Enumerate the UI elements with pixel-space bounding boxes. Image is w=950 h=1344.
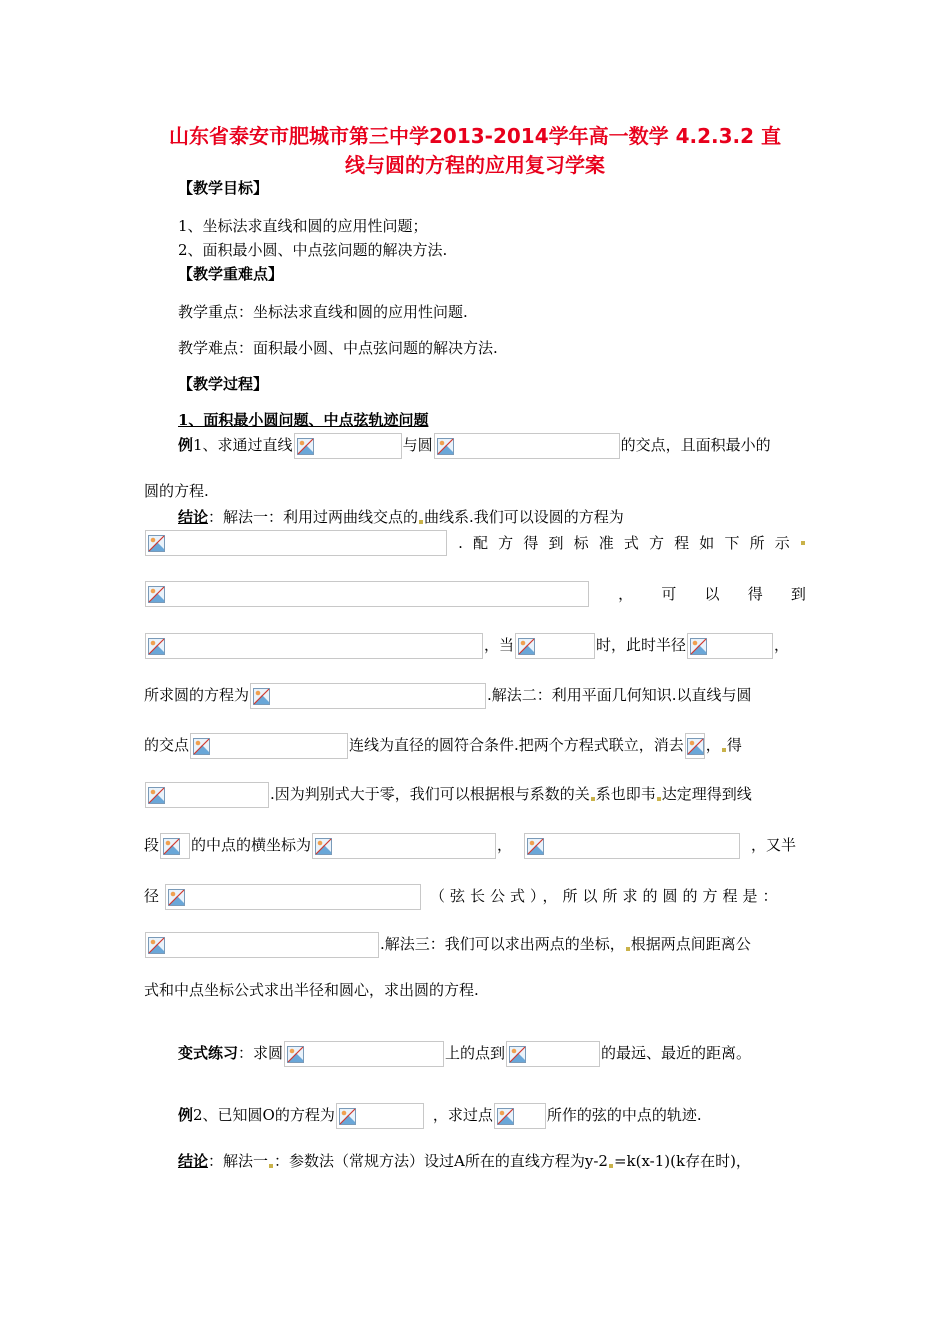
text: 程 — [674, 534, 690, 552]
formula-image-radius-expression — [145, 633, 483, 659]
text: 以 — [704, 585, 720, 603]
broken-image-icon — [253, 688, 270, 705]
formula-image-answer-2 — [145, 932, 379, 958]
marker — [626, 947, 630, 951]
text: ：解法一：利用过两曲线交点的 — [208, 508, 419, 526]
text: 连线为直径的圆符合条件.把两个方程式联立，消去 — [349, 736, 684, 754]
solution-1-line-5 — [144, 683, 806, 709]
text: 系也即韦 — [595, 785, 656, 803]
text: .解法二：利用平面几何知识.以直线与圆 — [487, 686, 752, 704]
text: ， — [774, 636, 790, 654]
text: 方 — [649, 534, 665, 552]
goal-item-2: 2、面积最小圆、中点弦问题的解决方法. — [178, 241, 448, 259]
solution-label: 结论 — [178, 508, 209, 526]
text: .解法三：我们可以求出两点的坐标， — [380, 935, 625, 953]
broken-image-icon — [509, 1046, 526, 1063]
section-heading: 1、面积最小圆问题、中点弦轨迹问题 — [178, 411, 429, 429]
text: ， — [705, 736, 721, 754]
broken-image-icon — [168, 889, 185, 906]
text: 达定理得到线 — [661, 785, 752, 803]
broken-image-icon — [148, 937, 165, 954]
text: 所求圆的方程为 — [144, 686, 250, 704]
solution-1-line-1 — [178, 507, 806, 527]
text: ：解法一 — [208, 1152, 269, 1170]
text: .因为判别式大于零，我们可以根据根与系数的关 — [270, 785, 590, 803]
broken-image-icon — [437, 438, 454, 455]
text: 的交点 — [144, 736, 190, 754]
text: 到 — [790, 585, 806, 603]
marker — [609, 1164, 613, 1168]
solution-label: 结论 — [178, 1152, 209, 1170]
difficult-point: 教学难点：面积最小圆、中点弦问题的解决方法. — [178, 339, 498, 357]
broken-image-icon — [315, 838, 332, 855]
text: 到 — [548, 534, 564, 552]
formula-image-midpoint-x — [312, 833, 496, 859]
text: 所作的弦的中点的轨迹. — [546, 1106, 702, 1124]
keypoints-heading: 【教学重难点】 — [178, 265, 284, 283]
marker — [657, 797, 661, 801]
text: 得 — [523, 534, 539, 552]
formula-image-standard-form — [145, 581, 589, 607]
solution-1-line-10 — [144, 932, 806, 958]
text: ，又半 — [751, 836, 797, 854]
broken-image-icon — [148, 586, 165, 603]
formula-image-points — [190, 733, 348, 759]
example-1-line-1 — [178, 433, 806, 459]
practice-label: 变式练习 — [178, 1044, 239, 1062]
example-1-label: 例 — [178, 436, 194, 454]
text: ：求圆 — [238, 1044, 284, 1062]
process-heading: 【教学过程】 — [178, 375, 269, 393]
key-point: 教学重点：坐标法求直线和圆的应用性问题. — [178, 303, 468, 321]
solution-1-line-8 — [144, 833, 806, 859]
formula-image-midpoint-y — [524, 833, 740, 859]
solution-1-line-3 — [144, 581, 806, 607]
text: 如 — [699, 534, 715, 552]
broken-image-icon — [163, 838, 180, 855]
document-title — [120, 122, 830, 180]
text: ， — [497, 836, 513, 854]
text: 2、已知圆O的方程为 — [193, 1106, 335, 1124]
text: 时，此时半径 — [596, 636, 687, 654]
text: 的交点，且面积最小的 — [620, 436, 771, 454]
formula-image-point-a — [494, 1103, 546, 1129]
title-line-1: 山东省泰安市肥城市第三中学2013-2014学年高一数学 4.2.3.2 直 — [168, 124, 781, 148]
formula-image-practice-line — [506, 1041, 600, 1067]
marker — [269, 1164, 273, 1168]
text: 与圆 — [402, 436, 433, 454]
text: =k(x-1)(k存在时)， — [613, 1152, 751, 1170]
broken-image-icon — [518, 638, 535, 655]
example-2-label: 例 — [178, 1106, 194, 1124]
text: ：参数法（常规方法）设过A所在的直线方程为y-2 — [274, 1152, 608, 1170]
broken-image-icon — [148, 535, 165, 552]
formula-image-lambda — [515, 633, 595, 659]
text: 准 — [598, 534, 614, 552]
example-2-line — [178, 1103, 806, 1129]
text: 所 — [749, 534, 765, 552]
text: . — [458, 534, 463, 552]
marker — [722, 748, 726, 752]
text: 根据两点间距离公 — [630, 935, 751, 953]
formula-image-practice-circle — [284, 1041, 444, 1067]
text: 式 — [623, 534, 639, 552]
text: 曲线系.我们可以设圆的方程为 — [424, 508, 624, 526]
text: 可 — [661, 585, 677, 603]
text: 方 — [498, 534, 514, 552]
formula-image-circle — [434, 433, 620, 459]
text: （弦长公式），所以所求的圆的方程是： — [430, 887, 783, 905]
text: 的中点的横坐标为 — [191, 836, 312, 854]
goal-item-1: 1、坐标法求直线和圆的应用性问题； — [178, 217, 428, 235]
solution-1-line-9 — [144, 884, 806, 910]
text: 标 — [573, 534, 589, 552]
goals-heading: 【教学目标】 — [178, 179, 269, 197]
formula-image-answer-1 — [250, 683, 486, 709]
example-1-line-2: 圆的方程. — [144, 482, 209, 500]
marker — [801, 541, 805, 545]
formula-image-circle-system — [145, 530, 447, 556]
broken-image-icon — [297, 438, 314, 455]
formula-image-line — [294, 433, 402, 459]
formula-image-quadratic — [145, 782, 269, 808]
broken-image-icon — [497, 1108, 514, 1125]
text: ， — [618, 585, 634, 603]
broken-image-icon — [193, 738, 210, 755]
formula-image-chord-length — [165, 884, 421, 910]
text: ，当 — [484, 636, 515, 654]
formula-image-circle-o — [336, 1103, 424, 1129]
marker — [419, 520, 423, 524]
text: 下 — [724, 534, 740, 552]
text: 配 — [473, 534, 489, 552]
marker — [591, 797, 595, 801]
broken-image-icon — [148, 787, 165, 804]
broken-image-icon — [287, 1046, 304, 1063]
solution-1-line-7 — [144, 782, 806, 808]
text: ，求过点 — [432, 1106, 493, 1124]
formula-image-y — [685, 733, 705, 759]
broken-image-icon — [527, 838, 544, 855]
broken-image-icon — [687, 738, 704, 755]
solution-2-line — [178, 1151, 812, 1171]
text: 得 — [747, 585, 763, 603]
title-line-2: 线与圆的方程的应用复习学案 — [345, 153, 605, 177]
text: 1、求通过直线 — [193, 436, 293, 454]
text: 得 — [726, 736, 742, 754]
text: 的最远、最近的距离。 — [601, 1044, 752, 1062]
text: 段 — [144, 836, 160, 854]
solution-1-line-4 — [144, 633, 806, 659]
text: 示 — [774, 534, 790, 552]
solution-1-line-11: 式和中点坐标公式求出半径和圆心，求出圆的方程. — [144, 981, 479, 999]
solution-1-line-2 — [144, 530, 806, 556]
practice-line — [178, 1041, 806, 1067]
broken-image-icon — [339, 1108, 356, 1125]
broken-image-icon — [148, 638, 165, 655]
broken-image-icon — [690, 638, 707, 655]
solution-1-line-6 — [144, 733, 806, 759]
formula-image-radius — [687, 633, 773, 659]
text: 径 — [144, 887, 160, 905]
text: 上的点到 — [445, 1044, 506, 1062]
formula-image-segment — [160, 833, 190, 859]
